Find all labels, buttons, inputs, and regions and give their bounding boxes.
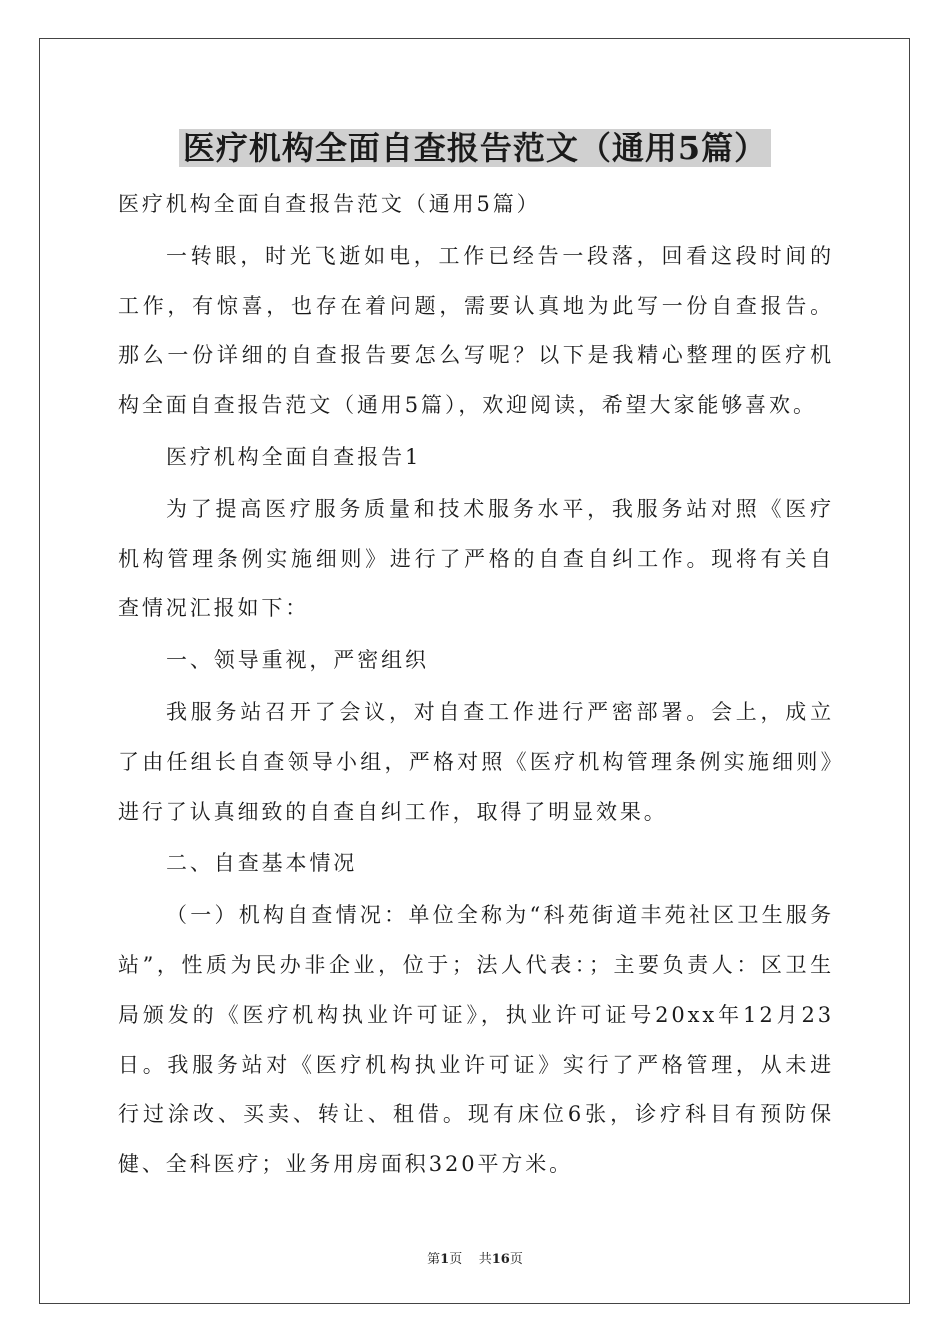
- paragraph-subtitle: 医疗机构全面自查报告范文（通用5篇）: [118, 192, 541, 216]
- total-suffix: 页: [509, 1252, 523, 1267]
- document-title-text: 医疗机构全面自查报告范文（通用5篇）: [179, 129, 771, 167]
- section-heading-report-1: 医疗机构全面自查报告1: [166, 444, 422, 469]
- paragraph-intro: 一转眼，时光飞逝如电，工作已经告一段落，回看这段时间的工作，有惊喜，也存在着问题，需要认真地为此写一份自查报告。那么一份详细的自查报告要怎么写呢？以下是我精心整理的医疗机构全面自查报告范文（通用5篇），欢迎阅读，希望大家能够喜欢。: [118, 243, 834, 418]
- page-footer: [0, 1248, 950, 1267]
- document-title: [0, 126, 950, 170]
- document-body: [118, 180, 834, 1190]
- section-heading-leadership: 一、领导重视，严密组织: [166, 648, 429, 673]
- total-prefix: 共: [478, 1252, 492, 1267]
- page-suffix: 页: [449, 1252, 463, 1267]
- total-pages: 16: [491, 1252, 510, 1267]
- page-number: 1: [440, 1252, 450, 1267]
- section-heading-basic-situation: 二、自查基本情况: [166, 851, 358, 876]
- page-prefix: 第: [427, 1252, 441, 1267]
- paragraph-report-intro: 为了提高医疗服务质量和技术服务水平，我服务站对照《医疗机构管理条例实施细则》进行了严格的自查自纠工作。现将有关自查情况汇报如下：: [118, 496, 834, 621]
- paragraph-institution-check: （一）机构自查情况：单位全称为“科苑街道丰苑社区卫生服务站”，性质为民办非企业，位于；法人代表：；主要负责人：区卫生局颁发的《医疗机构执业许可证》，执业许可证号20xx年12月23日。我服务站对《医疗机构执业许可证》实行了严格管理，从未进行过涂改、买卖、转让、租借。现有床位6张，诊疗科目有预防保健、全科医疗；业务用房面积320平方米。: [118, 903, 834, 1177]
- paragraph-leadership: 我服务站召开了会议，对自查工作进行严密部署。会上，成立了由任组长自查领导小组，严格对照《医疗机构管理条例实施细则》进行了认真细致的自查自纠工作，取得了明显效果。: [118, 699, 834, 824]
